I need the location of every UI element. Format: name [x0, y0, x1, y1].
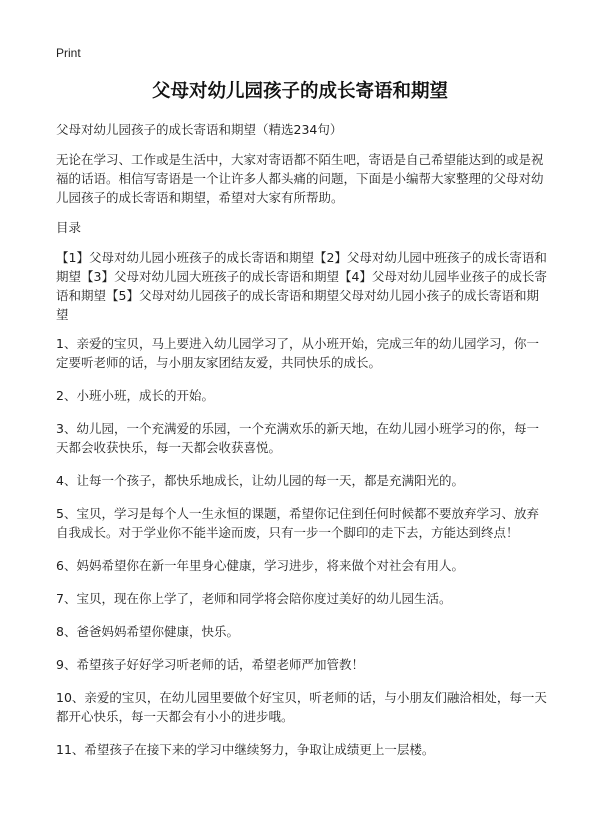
list-item: 9、希望孩子好好学习听老师的话，希望老师严加管教！: [56, 657, 364, 672]
list-item: 1、亲爱的宝贝，马上要进入幼儿园学习了，从小班开始，完成三年的幼儿园学习，你一定要听老师的话，与小朋友家团结友爱，共同快乐的成长。: [56, 336, 539, 370]
print-link[interactable]: Print: [56, 46, 81, 60]
list-item: 8、爸爸妈妈希望你健康，快乐。: [56, 624, 239, 639]
list-item: 11、希望孩子在接下来的学习中继续努力，争取让成绩更上一层楼。: [56, 742, 435, 757]
list-item: 4、让每一个孩子，都快乐地成长，让幼儿园的每一天，都是充满阳光的。: [56, 473, 464, 488]
article-subtitle: 父母对幼儿园孩子的成长寄语和期望（精选234句）: [56, 122, 343, 137]
list-item: 5、宝贝，学习是每个人一生永恒的课题，希望你记住到任何时候都不要放弃学习、放弃自我成长。对于学业你不能半途而废，只有一步一个脚印的走下去，方能达到终点！: [56, 506, 539, 540]
table-of-contents: 【1】父母对幼儿园小班孩子的成长寄语和期望【2】父母对幼儿园中班孩子的成长寄语和期望【3】父母对幼儿园大班孩子的成长寄语和期望【4】父母对幼儿园毕业孩子的成长寄语和期望【5】父母对幼儿园孩子的成长寄语和期望父母对幼儿园小孩子的成长寄语和期望: [56, 250, 547, 322]
article-body: [56, 120, 548, 773]
list-item: 6、妈妈希望你在新一年里身心健康，学习进步，将来做个对社会有用人。: [56, 558, 464, 573]
intro-paragraph: 无论在学习、工作或是生活中，大家对寄语都不陌生吧，寄语是自己希望能达到的或是祝福的话语。相信写寄语是一个让许多人都头痛的问题，下面是小编帮大家整理的父母对幼儿园孩子的成长寄语和期望，希望对大家有所帮助。: [56, 152, 544, 205]
list-item: 2、小班小班，成长的开始。: [56, 388, 214, 403]
page-title: 父母对幼儿园孩子的成长寄语和期望: [151, 81, 448, 102]
toc-heading: 目录: [56, 220, 82, 235]
list-item: 3、幼儿园，一个充满爱的乐园，一个充满欢乐的新天地，在幼儿园小班学习的你，每一天都会收获快乐，每一天都会收获喜悦。: [56, 421, 539, 455]
wish-list: [56, 334, 548, 759]
list-item: 7、宝贝，现在你上学了，老师和同学将会陪你度过美好的幼儿园生活。: [56, 591, 452, 606]
list-item: 10、亲爱的宝贝，在幼儿园里要做个好宝贝，听老师的话，与小朋友们融洽相处，每一天都开心快乐，每一天都会有小小的进步哦。: [56, 690, 547, 724]
